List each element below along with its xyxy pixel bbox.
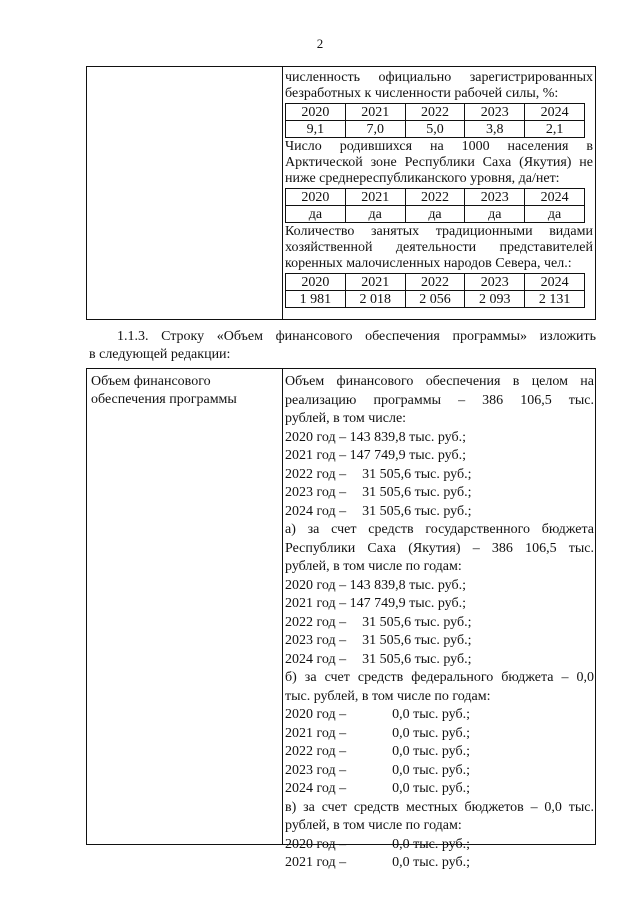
indicator-text-line: Арктической зоне Республики Саха (Якутия) не <box>285 155 593 170</box>
year-label: 2022 год – <box>285 466 347 482</box>
amount: 31 505,6 тыс. руб.; <box>362 466 472 482</box>
financing-text-line: Объем финансового обеспечения в целом на <box>285 374 594 389</box>
year-amount-line <box>285 484 594 503</box>
value-cell: да <box>405 206 465 223</box>
value-cell: да <box>286 206 346 223</box>
indicator-text-line: численность официально зарегистрированных <box>285 70 593 85</box>
indicator-text-line: Количество занятых традиционными видами <box>285 224 593 239</box>
year-amount-line <box>285 743 594 762</box>
years-row <box>286 189 585 206</box>
year-cell: 2022 <box>405 189 465 206</box>
year-cell: 2024 <box>525 274 585 291</box>
financing-text-line: реализацию программы – 386 106,5 тыс. <box>285 392 594 408</box>
value-cell: 2 056 <box>405 291 465 308</box>
financing-text-line: рублей, в том числе: <box>285 411 407 426</box>
values-row <box>286 121 585 138</box>
column-divider <box>282 67 283 319</box>
year-label: 2024 год – <box>285 781 347 796</box>
values-row <box>286 206 585 223</box>
year-cell: 2020 <box>286 274 346 291</box>
amount: 143 839,8 тыс. руб.; <box>349 429 467 445</box>
year-label: 2020 год – <box>285 577 347 593</box>
year-amount-line <box>285 632 594 651</box>
financing-label-line: обеспечения программы <box>91 392 237 407</box>
value-cell: 2 131 <box>525 291 585 308</box>
amount: 143 839,8 тыс. руб.; <box>349 577 467 593</box>
indicator-values-table <box>285 273 585 308</box>
year-amount-line <box>285 577 594 596</box>
year-amount-line <box>285 780 594 799</box>
year-label: 2021 год – <box>285 596 347 611</box>
year-label: 2022 год – <box>285 614 347 630</box>
indicator-text-line: коренных малочисленных народов Севера, чел.: <box>285 256 572 271</box>
financing-table <box>86 368 596 870</box>
amount: 0,0 тыс. руб.; <box>392 836 471 852</box>
amount: 0,0 тыс. руб.; <box>392 707 471 722</box>
value-cell: 7,0 <box>345 121 405 138</box>
financing-text-line: а) за счет средств государственного бюджета <box>285 522 594 537</box>
amount: 0,0 тыс. руб.; <box>392 781 471 796</box>
year-amount-line <box>285 614 594 633</box>
indicators-cell <box>285 70 593 309</box>
value-cell: 2 018 <box>345 291 405 308</box>
year-cell: 2022 <box>405 274 465 291</box>
year-amount-line <box>285 447 594 466</box>
indicator-text-line: ниже среднереспубликанского уровня, да/нет: <box>285 171 560 186</box>
amount: 31 505,6 тыс. руб.; <box>362 651 472 667</box>
indicator-births <box>285 139 593 223</box>
year-label: 2021 год – <box>285 855 347 870</box>
year-label: 2023 год – <box>285 762 347 778</box>
indicator-values-table <box>285 188 585 223</box>
year-cell: 2023 <box>465 274 525 291</box>
year-amount-line <box>285 836 594 855</box>
financing-text-line: б) за счет средств федерального бюджета – 0,0 <box>285 670 594 685</box>
year-label: 2023 год – <box>285 633 347 648</box>
year-cell: 2021 <box>345 104 405 121</box>
amount: 147 749,9 тыс. руб.; <box>349 448 467 463</box>
year-cell: 2024 <box>525 104 585 121</box>
year-label: 2024 год – <box>285 503 347 519</box>
value-cell: 2 093 <box>465 291 525 308</box>
page-number: 2 <box>316 36 324 51</box>
year-amount-line <box>285 651 594 670</box>
value-cell: 1 981 <box>286 291 346 308</box>
financing-text-line: рублей, в том числе по годам: <box>285 818 462 833</box>
indicator-values-table <box>285 103 585 138</box>
year-label: 2023 год – <box>285 485 347 500</box>
amount: 0,0 тыс. руб.; <box>392 762 471 778</box>
financing-label-cell <box>91 373 271 409</box>
year-amount-line <box>285 762 594 781</box>
financing-text-line: Республики Саха (Якутия) – 386 106,5 тыс. <box>285 540 594 556</box>
year-amount-line <box>285 503 594 522</box>
values-row <box>286 291 585 308</box>
value-cell: 5,0 <box>405 121 465 138</box>
indicator-text-line: Число родившихся на 1000 населения в <box>285 139 593 154</box>
amount: 31 505,6 тыс. руб.; <box>362 633 472 648</box>
indicator-text-line: хозяйственной деятельности представителей <box>285 240 593 255</box>
year-label: 2024 год – <box>285 651 347 667</box>
clause-paragraph <box>89 328 596 364</box>
year-amount-line <box>285 706 594 725</box>
amount: 31 505,6 тыс. руб.; <box>362 485 472 500</box>
value-cell: 3,8 <box>465 121 525 138</box>
financing-text-line: рублей, в том числе по годам: <box>285 559 462 574</box>
amount: 147 749,9 тыс. руб.; <box>349 596 467 611</box>
years-row <box>286 274 585 291</box>
financing-text-line: тыс. рублей, в том числе по годам: <box>285 688 491 704</box>
year-cell: 2020 <box>286 104 346 121</box>
amount: 0,0 тыс. руб.; <box>392 725 471 741</box>
year-label: 2020 год – <box>285 836 347 852</box>
column-divider <box>282 369 283 844</box>
clause-line: 1.1.3. Строку «Объем финансового обеспечения программы» изложить <box>117 329 596 344</box>
year-cell: 2021 <box>345 274 405 291</box>
year-amount-line <box>285 854 594 873</box>
years-row <box>286 104 585 121</box>
year-cell: 2021 <box>345 189 405 206</box>
year-label: 2022 год – <box>285 744 347 759</box>
value-cell: 2,1 <box>525 121 585 138</box>
amount: 0,0 тыс. руб.; <box>392 855 471 870</box>
amount: 31 505,6 тыс. руб.; <box>362 614 472 630</box>
indicator-traditional-employment <box>285 224 593 308</box>
value-cell: да <box>345 206 405 223</box>
clause-line: в следующей редакции: <box>89 347 231 362</box>
year-label: 2021 год – <box>285 448 347 463</box>
year-cell: 2023 <box>465 104 525 121</box>
year-amount-line <box>285 595 594 614</box>
indicator-unemployment <box>285 70 593 138</box>
value-cell: да <box>465 206 525 223</box>
year-cell: 2022 <box>405 104 465 121</box>
financing-label-line: Объем финансового <box>91 374 211 389</box>
value-cell: да <box>525 206 585 223</box>
year-cell: 2024 <box>525 189 585 206</box>
year-label: 2021 год – <box>285 725 347 741</box>
year-cell: 2020 <box>286 189 346 206</box>
year-amount-line <box>285 466 594 485</box>
year-label: 2020 год – <box>285 707 347 722</box>
financing-details-cell <box>285 373 594 873</box>
amount: 0,0 тыс. руб.; <box>392 744 471 759</box>
amount: 31 505,6 тыс. руб.; <box>362 503 472 519</box>
year-label: 2020 год – <box>285 429 347 445</box>
value-cell: 9,1 <box>286 121 346 138</box>
year-cell: 2023 <box>465 189 525 206</box>
year-amount-line <box>285 725 594 744</box>
year-amount-line <box>285 429 594 448</box>
indicator-text-line: безработных к численности рабочей силы, %: <box>285 86 559 101</box>
indicators-table <box>86 66 596 320</box>
financing-text-line: в) за счет средств местных бюджетов – 0,0 тыс. <box>285 799 594 815</box>
